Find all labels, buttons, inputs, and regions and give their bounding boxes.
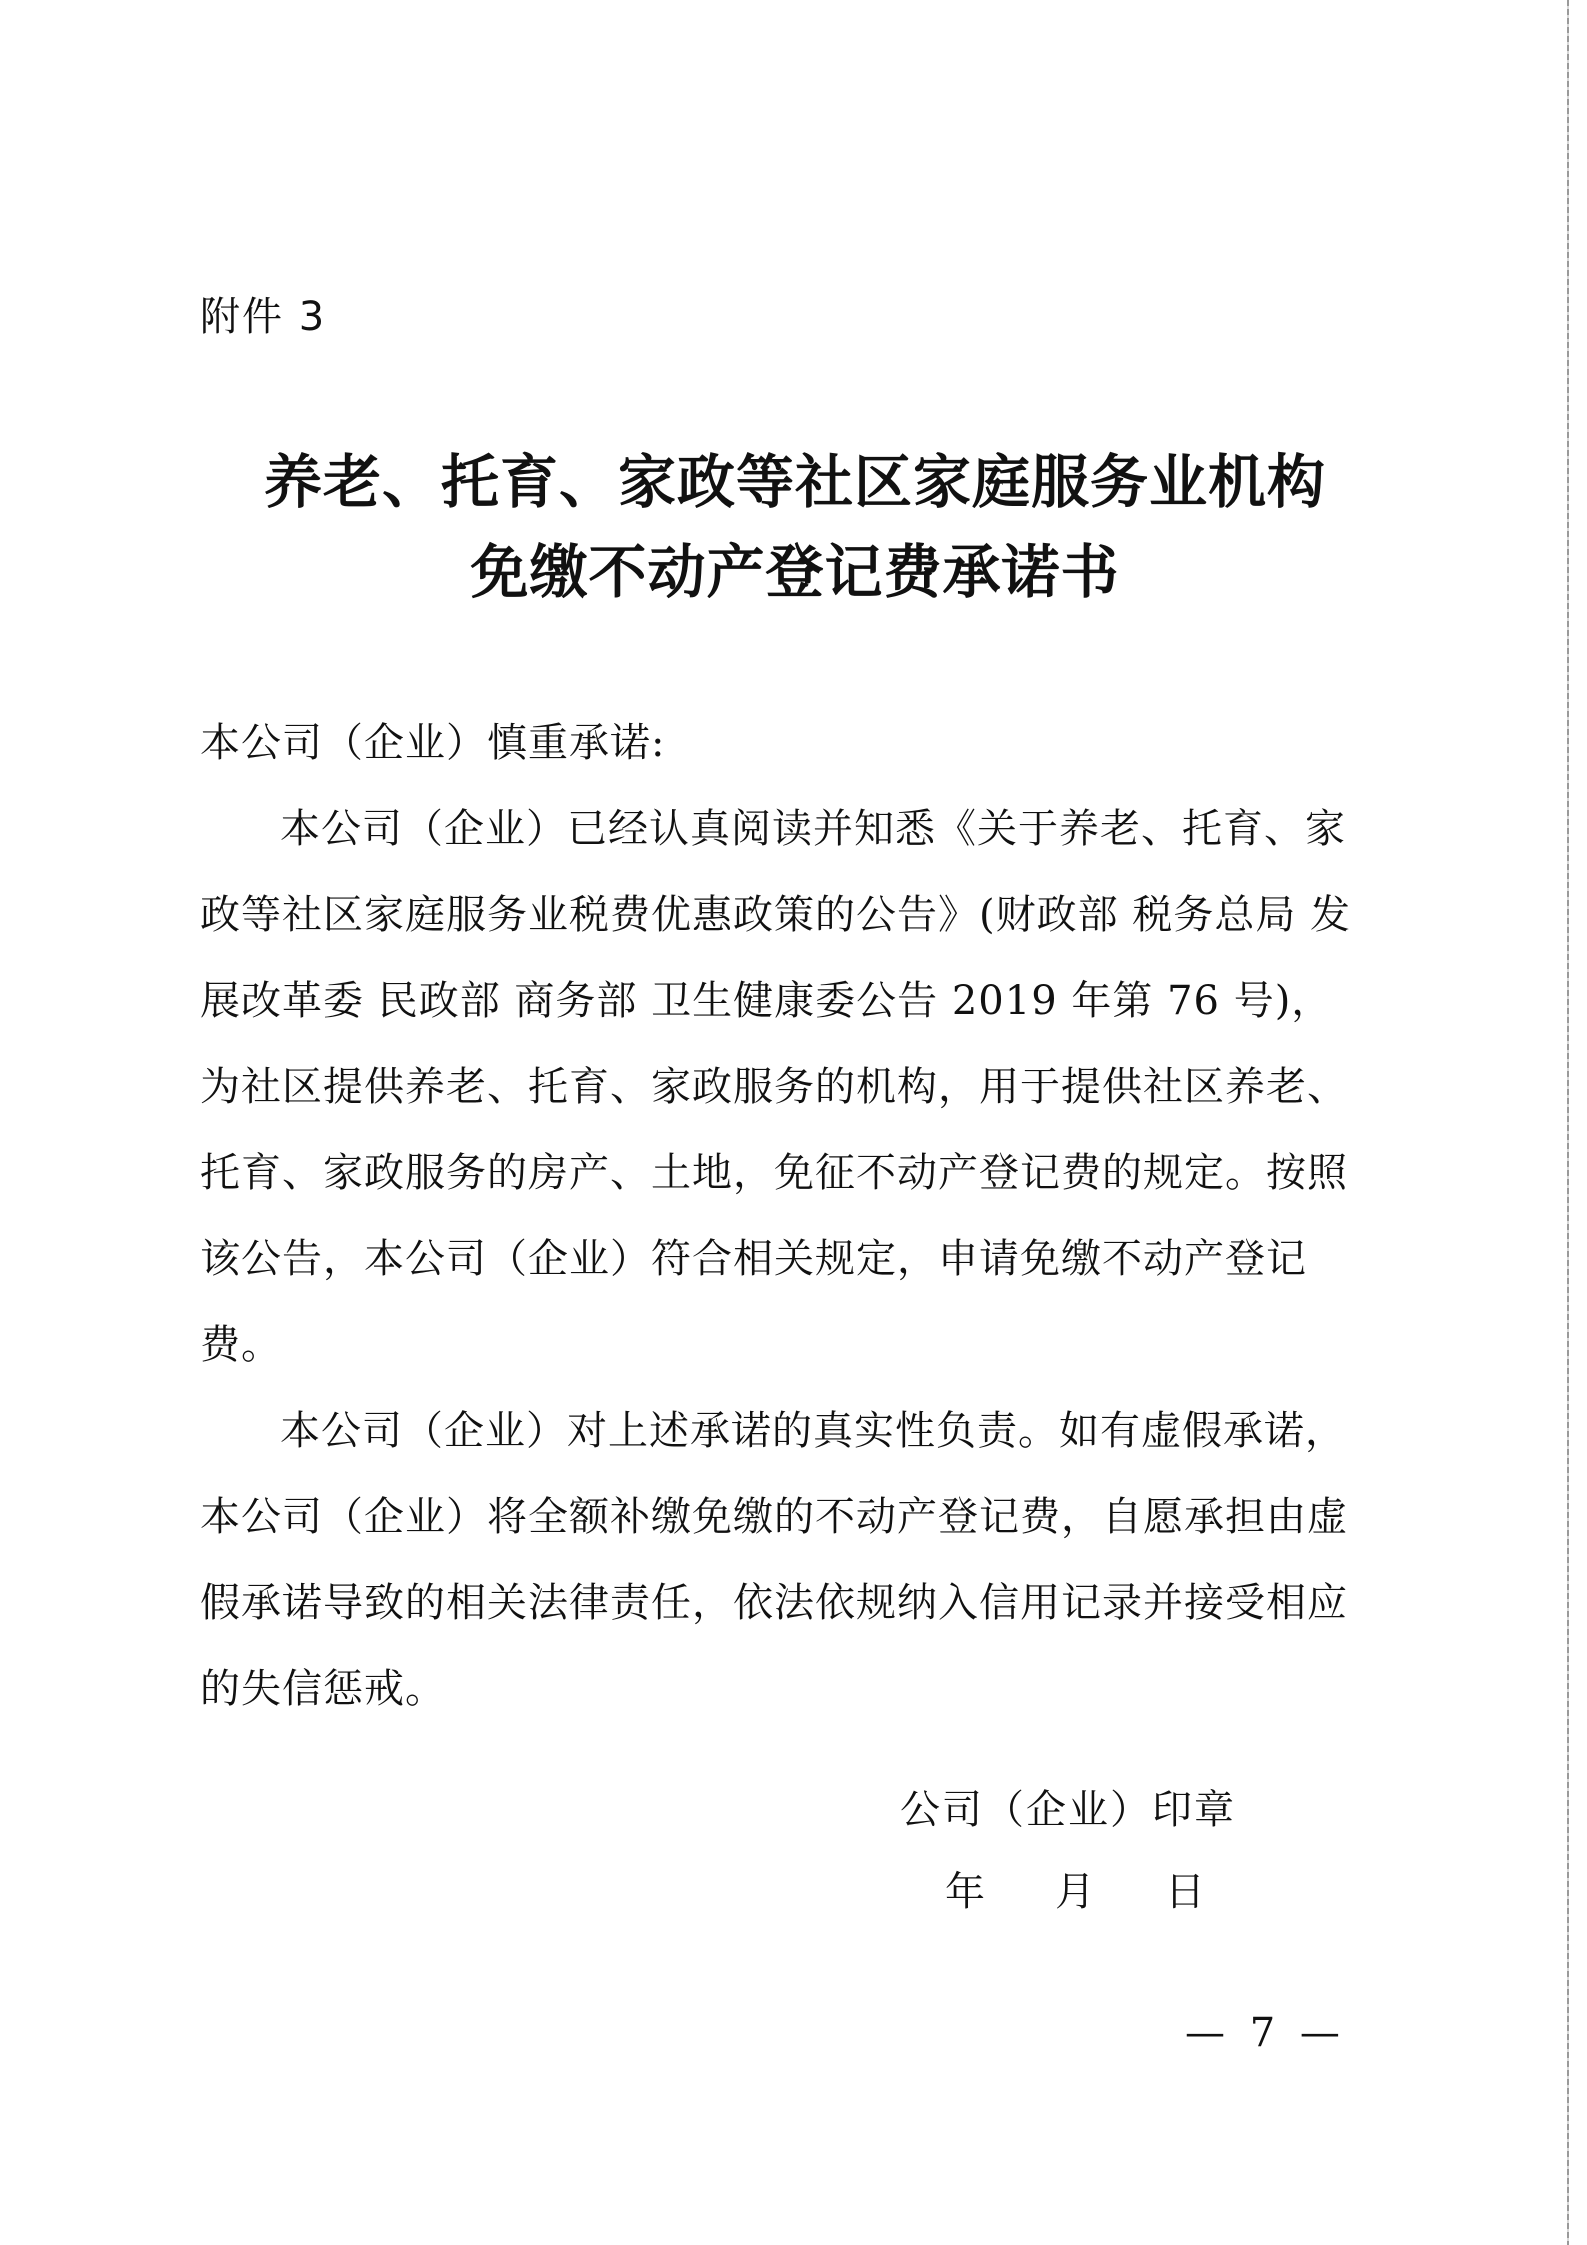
attachment-label: 附件 3 (200, 294, 327, 340)
body-paragraph-1: 本公司（企业）已经认真阅读并知悉《关于养老、托育、家政等社区家庭服务业税费优惠政策的公告》(财政部 税务总局 发展改革委 民政部 商务部 卫生健康委公告 2019 年第 76 号)，为社区提供养老、托育、家政服务的机构，用于提供社区养老、托育、家政服务的房产、土地，免征不动产登记费的规定。按照该公告，本公司（企业）符合相关规定，申请免缴不动产登记费。 (200, 806, 1352, 1368)
document-title-line-1: 养老、托育、家政等社区家庭服务业机构 (263, 448, 1326, 516)
page-number: — 7 — (1185, 2010, 1346, 2056)
body-paragraph-2: 本公司（企业）对上述承诺的真实性负责。如有虚假承诺，本公司（企业）将全额补缴免缴的不动产登记费，自愿承担由虚假承诺导致的相关法律责任，依法依规纳入信用记录并接受相应的失信惩戒。 (200, 1408, 1348, 1712)
seal-label: 公司（企业）印章 (900, 1787, 1236, 1833)
scan-edge-line (1567, 0, 1569, 2245)
date-year: 年 (945, 1869, 985, 1915)
date-day: 日 (1165, 1869, 1205, 1915)
salutation: 本公司（企业）慎重承诺: (200, 720, 666, 766)
date-month: 月 (1055, 1869, 1095, 1915)
date-line (945, 1860, 1205, 1917)
document-title-line-2: 免缴不动产登记费承诺书 (470, 538, 1120, 606)
document-body (200, 700, 1360, 1732)
